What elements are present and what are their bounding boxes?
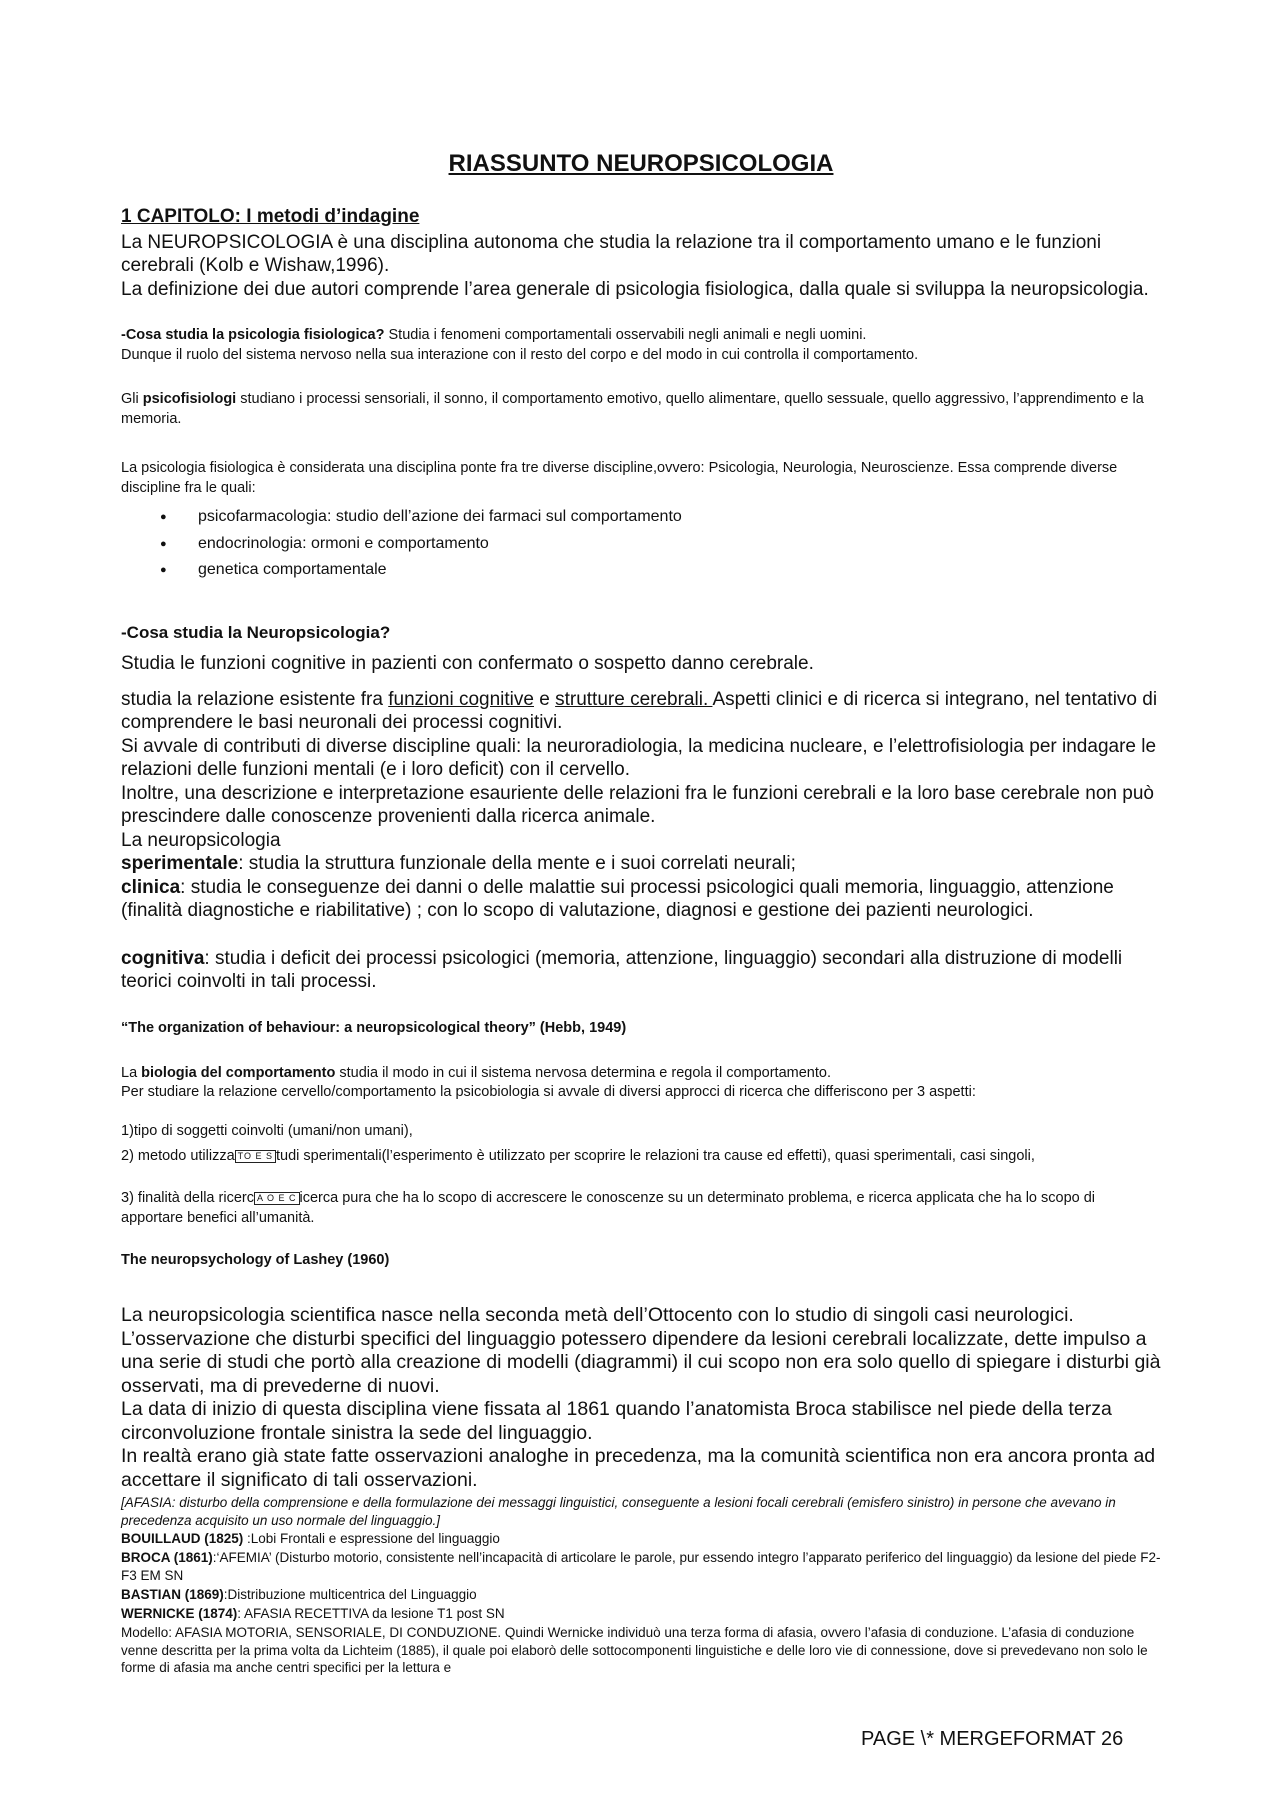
broca-line bbox=[121, 1549, 1161, 1584]
wernicke-text: : AFASIA RECETTIVA da lesione T1 post SN bbox=[237, 1606, 505, 1621]
bastian-line bbox=[121, 1586, 1161, 1604]
clinica-paragraph bbox=[121, 876, 1161, 922]
cognitiva-text: : studia i deficit dei processi psicologici (memoria, attenzione, linguaggio) secondari alla distruzione di modelli teorici coinvolti in tali processi. bbox=[121, 948, 1123, 992]
bouillaud-term: BOUILLAUD (1825) bbox=[121, 1531, 244, 1546]
neuropsicologia-answer: Studia le funzioni cognitive in pazienti con confermato o sospetto danno cerebrale. bbox=[121, 653, 814, 674]
list-item: ● genetica comportamentale bbox=[121, 557, 1161, 584]
sperimentale-term: sperimentale bbox=[121, 853, 239, 874]
list-item: ● endocrinologia: ormoni e comportamento bbox=[121, 531, 1161, 558]
document-title: RIASSUNTO NEUROPSICOLOGIA bbox=[448, 150, 834, 177]
field-code-box: TO E S bbox=[235, 1150, 276, 1163]
bouillaud-line bbox=[121, 1530, 1161, 1548]
discipline-list bbox=[121, 504, 1161, 584]
psicofisiologi-text: studiano i processi sensoriali, il sonno, il comportamento emotivo, quello alimentare, quello sessuale, quello aggressivo, l’apprendimento e la memoria. bbox=[121, 391, 1144, 427]
sistema-nervoso-paragraph: Dunque il ruolo del sistema nervoso nella sua interazione con il resto del corpo e del modo in cui controlla il comportamento. bbox=[121, 347, 919, 363]
bastian-term: BASTIAN (1869) bbox=[121, 1587, 224, 1602]
relazione-text-c: Aspetti clinici e di ricerca si integrano, nel tentativo di comprendere le basi neuronali dei processi cognitivi. bbox=[121, 689, 1158, 733]
storia-paragraph-3: In realtà erano già state fatte osservazioni analoghe in precedenza, ma la comunità scientifica non era ancora pronta ad accettare il significato di tali osservazioni. bbox=[121, 1445, 1156, 1491]
psicofisiologi-term: psicofisiologi bbox=[142, 391, 237, 407]
list-item: ● psicofarmacologia: studio dell’azione dei farmaci sul comportamento bbox=[121, 504, 1161, 531]
aspetto-2 bbox=[121, 1147, 1161, 1167]
broca-text: :‘AFEMIA’ (Disturbo motorio, consistente nell’incapacità di articolare le parole, pur essendo integro l’apparato periferico del linguaggio) da lesione del piede F2-F3 EM SN bbox=[121, 1550, 1161, 1583]
aspetto-2-b: tudi sperimentali(l’esperimento è utilizzato per scoprire le relazioni tra cause ed effetti), quasi sperimentali, casi singoli, bbox=[275, 1148, 1035, 1164]
bastian-text: :Distribuzione multicentrica del Linguaggio bbox=[223, 1587, 477, 1602]
aspetto-3 bbox=[121, 1189, 1161, 1228]
wernicke-line bbox=[121, 1605, 1161, 1623]
bouillaud-text: :Lobi Frontali e espressione del linguaggio bbox=[243, 1531, 500, 1546]
hebb-citation: “The organization of behaviour: a neuropsicological theory” (Hebb, 1949) bbox=[121, 1020, 627, 1036]
cognitiva-term: cognitiva bbox=[121, 948, 205, 969]
storia-paragraph-2: La data di inizio di questa disciplina viene fissata al 1861 quando l’anatomista Broca stabilisce nel piede della terza circonvoluzione frontale sinistra la sede del linguaggio. bbox=[121, 1398, 1112, 1444]
question-text: Studia i fenomeni comportamentali osservabili negli animali e negli uomini. bbox=[384, 327, 867, 343]
wernicke-term: WERNICKE (1874) bbox=[121, 1606, 238, 1621]
sperimentale-line bbox=[121, 852, 1161, 875]
aspetto-3-b: icerca pura che ha lo scopo di accrescere le conoscenze su un determinato problema, e ricerca applicata che ha lo scopo di apportare benefici all’umanità. bbox=[121, 1190, 1096, 1226]
disciplina-ponte-paragraph: La psicologia fisiologica è considerata una disciplina ponte fra tre diverse discipline,ovvero: Psicologia, Neurologia, Neuroscienze. Essa comprende diverse discipline fra le quali: bbox=[121, 460, 1118, 496]
neuropsicologia-question: -Cosa studia la Neuropsicologia? bbox=[121, 623, 391, 642]
clinica-text: : studia le conseguenze dei danni o delle malattie sui processi psicologici quali memoria, linguaggio, attenzione (finalità diagnostiche e riabilitative) ; con lo scopo di valutazione, diagnosi e gestione dei pazienti neurologici. bbox=[121, 877, 1114, 921]
modello-paragraph: Modello: AFASIA MOTORIA, SENSORIALE, DI CONDUZIONE. Quindi Wernicke individuò una terza forma di afasia, ovvero l’afasia di conduzione. L’afasia di conduzione venne descritta per la prima volta da Lichteim (1885), il quale poi elaborò delle sottocomponenti linguistiche e delle loro vie di connessione, dove si prevedevano non solo le forme di afasia ma anche centri specifici per la lettura e bbox=[121, 1625, 1148, 1675]
lashey-citation: The neuropsychology of Lashey (1960) bbox=[121, 1252, 390, 1268]
inoltre-paragraph: Inoltre, una descrizione e interpretazione esauriente delle relazioni fra le funzioni cerebrali e la loro base cerebrale non può prescindere dalle conoscenze provenienti dalla ricerca animale. bbox=[121, 783, 1154, 827]
intro-paragraph-1: La NEUROPSICOLOGIA è una disciplina autonoma che studia la relazione tra il comportamento umano e le funzioni cerebrali (Kolb e Wishaw,1996). bbox=[121, 232, 1102, 276]
aspetto-1: 1)tipo di soggetti coinvolti (umani/non umani), bbox=[121, 1123, 413, 1139]
strutture-cerebrali-term: strutture cerebrali. bbox=[555, 689, 713, 710]
intro-paragraph-2: La definizione dei due autori comprende l’area generale di psicologia fisiologica, dalla quale si sviluppa la neuropsicologia. bbox=[121, 279, 1149, 300]
aspetto-2-a: 2) metodo utilizza bbox=[121, 1148, 235, 1164]
storia-paragraph-1: La neuropsicologia scientifica nasce nella seconda metà dell’Ottocento con lo studio di singoli casi neurologici. L’osservazione che disturbi specifici del linguaggio potessero dipendere da lesioni cerebrali localizzate, dette impulso a una serie di studi che portò alla creazione di modelli (diagrammi) il cui scopo non era solo quello di spiegare i disturbi già osservati, ma di prevederne di nuovi. bbox=[121, 1304, 1161, 1397]
field-code-box: A O E C bbox=[254, 1192, 300, 1205]
relazione-text-b: e bbox=[533, 689, 556, 710]
biologia-term: biologia del comportamento bbox=[141, 1065, 336, 1081]
question-label: -Cosa studia la psicologia fisiologica? bbox=[121, 327, 385, 343]
biologia-la: La bbox=[121, 1065, 142, 1081]
sperimentale-text: : studia la struttura funzionale della mente e i suoi correlati neurali; bbox=[238, 853, 796, 874]
psicologia-fisiologica-question bbox=[121, 326, 1161, 346]
avvale-paragraph: Si avvale di contributi di diverse discipline quali: la neuroradiologia, la medicina nucleare, e l’elettrofisiologia per indagare le relazioni delle funzioni mentali (e i loro deficit) con il cervello. bbox=[121, 736, 1157, 780]
la-neuropsicologia-line: La neuropsicologia bbox=[121, 830, 281, 851]
cognitiva-paragraph bbox=[121, 947, 1161, 993]
biologia-text: studia il modo in cui il sistema nervosa determina e regola il comportamento. bbox=[335, 1065, 831, 1081]
clinica-term: clinica bbox=[121, 877, 181, 898]
psicofisiologi-paragraph bbox=[121, 390, 1161, 429]
broca-term: BROCA (1861) bbox=[121, 1550, 213, 1565]
aspetto-3-a: 3) finalità della ricerc bbox=[121, 1190, 254, 1206]
gli-text: Gli bbox=[121, 391, 143, 407]
afasia-definition: [AFASIA: disturbo della comprensione e della formulazione dei messaggi linguistici, conseguente a lesioni focali cerebrali (emisfero sinistro) in persone che avevano in precedenza acquisito un uso normale del linguaggio.] bbox=[121, 1495, 1116, 1528]
page-number-field: PAGE \* MERGEFORMAT 26 bbox=[861, 1728, 1124, 1750]
relazione-text-a: studia la relazione esistente fra bbox=[121, 689, 389, 710]
chapter-heading: 1 CAPITOLO: I metodi d’indagine bbox=[121, 206, 420, 227]
funzioni-cognitive-term: funzioni cognitive bbox=[388, 689, 534, 710]
biologia-paragraph bbox=[121, 1064, 1161, 1084]
relazione-paragraph bbox=[121, 688, 1161, 734]
approcci-paragraph: Per studiare la relazione cervello/comportamento la psicobiologia si avvale di diversi approcci di ricerca che differiscono per 3 aspetti: bbox=[121, 1084, 976, 1100]
